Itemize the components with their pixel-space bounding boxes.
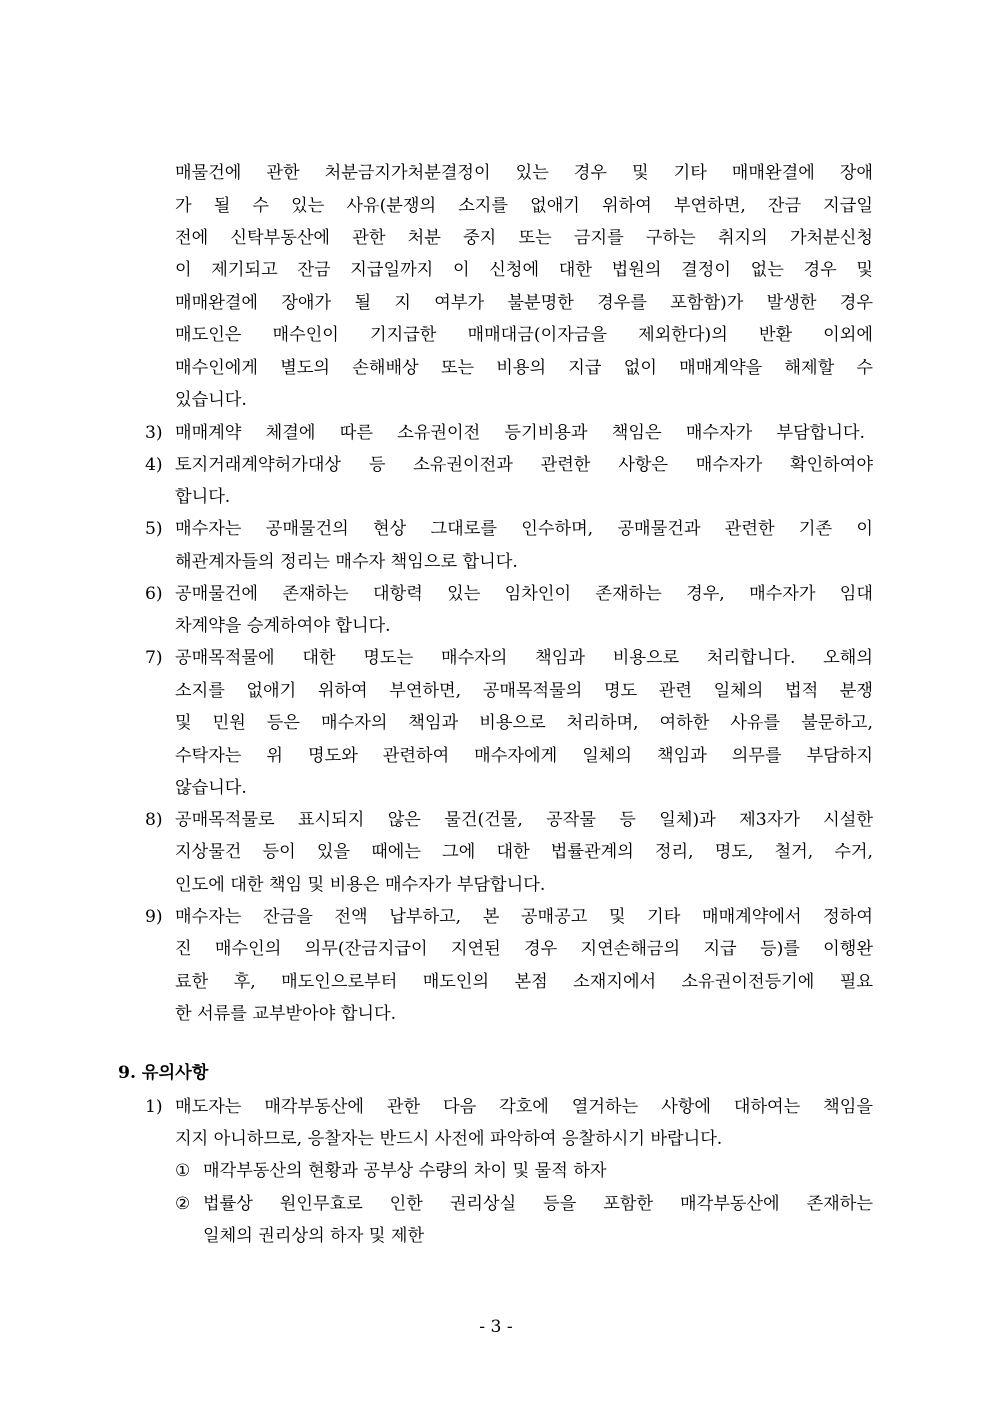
section-heading: 9. 유의사항: [118, 1063, 209, 1083]
text-line: 토지거래계약허가대상 등 소유권이전과 관련한 사항은 매수자가 확인하여야: [175, 455, 873, 475]
text-line: 인도에 대한 책임 및 비용은 매수자가 부담합니다.: [175, 875, 546, 895]
text-line: 및 민원 등은 매수자의 책임과 비용으로 처리하며, 여하한 사유를 불문하고,: [175, 713, 873, 733]
text-line: 일체의 권리상의 하자 및 제한: [203, 1226, 425, 1246]
subitem-number: ①: [175, 1161, 191, 1181]
text-line: 료한 후, 매도인으로부터 매도인의 본점 소재지에서 소유권이전등기에 필요: [175, 972, 873, 992]
text-line: 소지를 없애기 위하여 부연하면, 공매목적물의 명도 관련 일체의 법적 분쟁: [175, 681, 873, 701]
text-line: 법률상 원인무효로 인한 권리상실 등을 포함한 매각부동산에 존재하는: [203, 1194, 873, 1214]
text-line: 매매계약 체결에 따른 소유권이전 등기비용과 책임은 매수자가 부담합니다.: [175, 423, 865, 443]
text-line: 않습니다.: [175, 778, 247, 798]
text-line: 진 매수인의 의무(잔금지급이 지연된 경우 지연손해금의 지급 등)를 이행완: [175, 939, 873, 959]
text-line: 있습니다.: [175, 390, 247, 410]
text-line: 공매목적물에 대한 명도는 매수자의 책임과 비용으로 처리합니다. 오해의: [175, 648, 873, 668]
text-line: 매수자는 공매물건의 현상 그대로를 인수하며, 공매물건과 관련한 기존 이: [175, 519, 873, 539]
text-line: 차계약을 승계하여야 합니다.: [175, 616, 391, 636]
item-number: 4): [145, 455, 163, 475]
text-line: 수탁자는 위 명도와 관련하여 매수자에게 일체의 책임과 의무를 부담하지: [175, 746, 873, 766]
item-number: 8): [145, 810, 163, 830]
text-line: 해관계자들의 정리는 매수자 책임으로 합니다.: [175, 552, 518, 572]
text-line: 지지 아니하므로, 응찰자는 반드시 사전에 파악하여 응찰하시기 바랍니다.: [175, 1129, 723, 1149]
item-number: 6): [145, 584, 163, 604]
text-line: 매수인에게 별도의 손해배상 또는 비용의 지급 없이 매매계약을 해제할 수: [175, 358, 873, 378]
text-line: 합니다.: [175, 487, 231, 507]
item-number: 9): [145, 907, 163, 927]
text-line: 매매완결에 장애가 될 지 여부가 불분명한 경우를 포함함)가 발생한 경우: [175, 293, 873, 313]
text-line: 공매목적물로 표시되지 않은 물건(건물, 공작물 등 일체)과 제3자가 시설한: [175, 810, 873, 830]
item-number: 7): [145, 648, 163, 668]
text-line: 매각부동산의 현황과 공부상 수량의 차이 및 물적 하자: [203, 1161, 607, 1181]
text-line: 매물건에 관한 처분금지가처분결정이 있는 경우 및 기타 매매완결에 장애: [175, 163, 873, 183]
text-line: 공매물건에 존재하는 대항력 있는 임차인이 존재하는 경우, 매수자가 임대: [175, 584, 873, 604]
item-number: 1): [145, 1097, 163, 1117]
text-line: 지상물건 등이 있을 때에는 그에 대한 법률관계의 정리, 명도, 철거, 수거,: [175, 842, 873, 862]
text-line: 가 될 수 있는 사유(분쟁의 소지를 없애기 위하여 부연하면, 잔금 지급일: [175, 196, 873, 216]
text-line: 전에 신탁부동산에 관한 처분 중지 또는 금지를 구하는 취지의 가처분신청: [175, 228, 873, 248]
text-line: 매도자는 매각부동산에 관한 다음 각호에 열거하는 사항에 대하여는 책임을: [175, 1097, 873, 1117]
item-number: 3): [145, 423, 163, 443]
text-line: 매수자는 잔금을 전액 납부하고, 본 공매공고 및 기타 매매계약에서 정하여: [175, 907, 873, 927]
text-line: 이 제기되고 잔금 지급일까지 이 신청에 대한 법원의 결정이 없는 경우 및: [175, 260, 873, 280]
text-line: 한 서류를 교부받아야 합니다.: [175, 1004, 397, 1024]
page-number: - 3 -: [479, 1317, 513, 1337]
subitem-number: ②: [175, 1194, 191, 1214]
item-number: 5): [145, 519, 163, 539]
text-line: 매도인은 매수인이 기지급한 매매대금(이자금을 제외한다)의 반환 이외에: [175, 325, 873, 345]
